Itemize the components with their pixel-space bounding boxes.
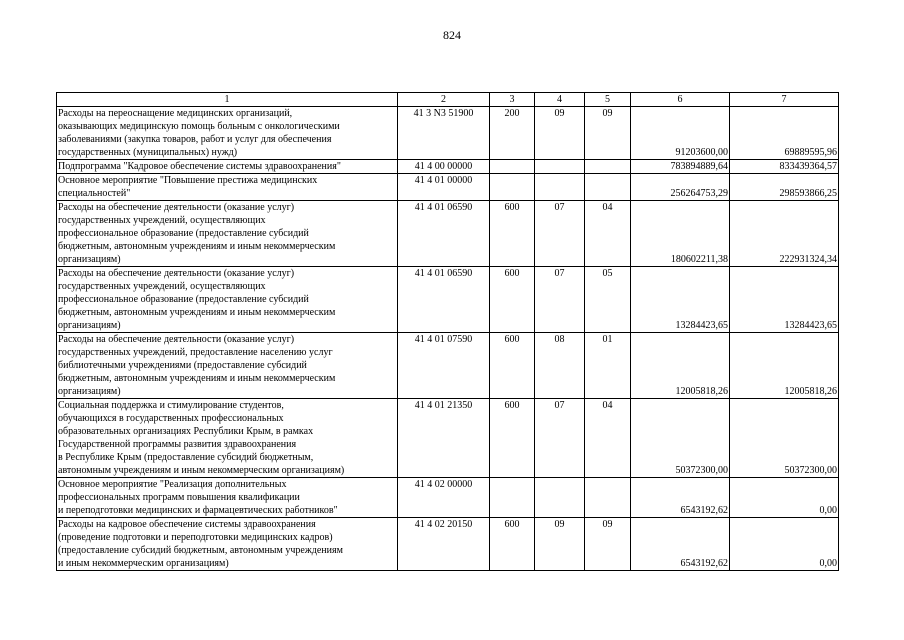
table-row (57, 160, 839, 174)
column-header-sum-year-1: 6 (631, 93, 730, 107)
row-expense-type-cell (490, 160, 535, 174)
column-header-subsection: 5 (585, 93, 631, 107)
row-section-cell: 07 (535, 267, 585, 333)
column-header-code: 2 (398, 93, 490, 107)
row-expense-type-cell: 600 (490, 333, 535, 399)
row-subsection-cell: 04 (585, 399, 631, 478)
table-row (57, 107, 839, 160)
row-sum-year-2-cell: 13284423,65 (730, 267, 839, 333)
row-sum-year-2-cell: 69889595,96 (730, 107, 839, 160)
column-header-name: 1 (57, 93, 398, 107)
row-sum-year-1-cell: 13284423,65 (631, 267, 730, 333)
row-name-text: Подпрограмма "Кадровое обеспечение системы здравоохранения" (58, 161, 341, 172)
row-sum-year-2-cell: 0,00 (730, 478, 839, 518)
row-sum-year-1-cell: 12005818,26 (631, 333, 730, 399)
row-expense-type-cell: 600 (490, 267, 535, 333)
row-section-cell (535, 478, 585, 518)
row-name-text: Расходы на кадровое обеспечение системы здравоохранения (проведение подготовки и переподготовки медицинских кадров) (предоставление субсидий бюджетным, автономным учреждениям и иным некоммерческим организациям) (58, 519, 343, 569)
row-name-cell (57, 107, 398, 160)
row-subsection-cell (585, 174, 631, 201)
row-expense-type-cell: 200 (490, 107, 535, 160)
row-name-text: Основное мероприятие "Повышение престижа медицинских специальностей" (58, 175, 318, 199)
row-name-text: Расходы на обеспечение деятельности (оказание услуг) государственных учреждений, предоставление населению услуг библиотечными учреждениями (предоставление субсидий бюджетным, автономным учреждениям и иным некоммерческим организациям) (58, 334, 336, 397)
row-section-cell: 07 (535, 201, 585, 267)
column-header-section: 4 (535, 93, 585, 107)
row-sum-year-1-cell: 91203600,00 (631, 107, 730, 160)
row-name-cell (57, 478, 398, 518)
row-section-cell: 09 (535, 518, 585, 571)
row-subsection-cell (585, 160, 631, 174)
row-code-cell: 41 4 02 00000 (398, 478, 490, 518)
row-name-cell (57, 518, 398, 571)
row-expense-type-cell: 600 (490, 518, 535, 571)
table-row (57, 478, 839, 518)
row-name-text: Расходы на обеспечение деятельности (оказание услуг) государственных учреждений, осуществляющих профессиональное образование (предоставление субсидий бюджетным, автономным учреждениям и иным некоммерческим организациям) (58, 268, 336, 331)
column-header-sum-year-2: 7 (730, 93, 839, 107)
table-row (57, 518, 839, 571)
table-row (57, 201, 839, 267)
row-subsection-cell: 09 (585, 107, 631, 160)
row-section-cell: 08 (535, 333, 585, 399)
table-row (57, 267, 839, 333)
column-header-expense-type: 3 (490, 93, 535, 107)
row-name-cell (57, 333, 398, 399)
row-code-cell: 41 4 02 20150 (398, 518, 490, 571)
row-section-cell (535, 160, 585, 174)
row-sum-year-1-cell: 180602211,38 (631, 201, 730, 267)
row-code-cell: 41 4 01 00000 (398, 174, 490, 201)
row-subsection-cell: 04 (585, 201, 631, 267)
row-name-cell (57, 399, 398, 478)
row-sum-year-2-cell: 12005818,26 (730, 333, 839, 399)
row-name-cell (57, 160, 398, 174)
row-name-text: Основное мероприятие "Реализация дополнительных профессиональных программ повышения квалификации и переподготовки медицинских и фармацевтических работников" (58, 479, 338, 516)
row-sum-year-2-cell: 833439364,57 (730, 160, 839, 174)
row-code-cell: 41 4 01 06590 (398, 267, 490, 333)
row-name-text: Расходы на обеспечение деятельности (оказание услуг) государственных учреждений, осуществляющих профессиональное образование (предоставление субсидий бюджетным, автономным учреждениям и иным некоммерческим организациям) (58, 202, 336, 265)
row-code-cell: 41 4 01 06590 (398, 201, 490, 267)
row-expense-type-cell (490, 174, 535, 201)
row-name-cell (57, 174, 398, 201)
row-expense-type-cell: 600 (490, 201, 535, 267)
row-sum-year-2-cell: 0,00 (730, 518, 839, 571)
row-subsection-cell (585, 478, 631, 518)
row-sum-year-2-cell: 222931324,34 (730, 201, 839, 267)
table-row (57, 333, 839, 399)
row-section-cell (535, 174, 585, 201)
row-name-cell (57, 201, 398, 267)
row-subsection-cell: 09 (585, 518, 631, 571)
row-sum-year-1-cell: 6543192,62 (631, 478, 730, 518)
row-section-cell: 09 (535, 107, 585, 160)
row-expense-type-cell (490, 478, 535, 518)
row-sum-year-1-cell: 256264753,29 (631, 174, 730, 201)
row-subsection-cell: 01 (585, 333, 631, 399)
row-sum-year-2-cell: 50372300,00 (730, 399, 839, 478)
table-row (57, 399, 839, 478)
row-sum-year-1-cell: 50372300,00 (631, 399, 730, 478)
budget-table (56, 92, 839, 571)
row-sum-year-1-cell: 783894889,64 (631, 160, 730, 174)
row-sum-year-1-cell: 6543192,62 (631, 518, 730, 571)
row-code-cell: 41 4 01 07590 (398, 333, 490, 399)
row-code-cell: 41 3 N3 51900 (398, 107, 490, 160)
table-row (57, 174, 839, 201)
row-code-cell: 41 4 01 21350 (398, 399, 490, 478)
row-name-cell (57, 267, 398, 333)
row-subsection-cell: 05 (585, 267, 631, 333)
page-number: 824 (443, 28, 461, 42)
row-name-text: Социальная поддержка и стимулирование студентов, обучающихся в государственных профессиональных образовательных организациях Республики Крым, в рамках Государственной программы развития здравоохранения в Республике Крым (предоставление субсидий бюджетным, автономным учреждениям и иным некоммерческим организациям) (58, 400, 345, 476)
row-expense-type-cell: 600 (490, 399, 535, 478)
row-code-cell: 41 4 00 00000 (398, 160, 490, 174)
row-sum-year-2-cell: 298593866,25 (730, 174, 839, 201)
row-name-text: Расходы на переоснащение медицинских организаций, оказывающих медицинскую помощь больным с онкологическими заболеваниями (закупка товаров, работ и услуг для обеспечения государственных (муниципальных) нужд) (58, 108, 340, 158)
table-header-row (57, 93, 839, 107)
row-section-cell: 07 (535, 399, 585, 478)
